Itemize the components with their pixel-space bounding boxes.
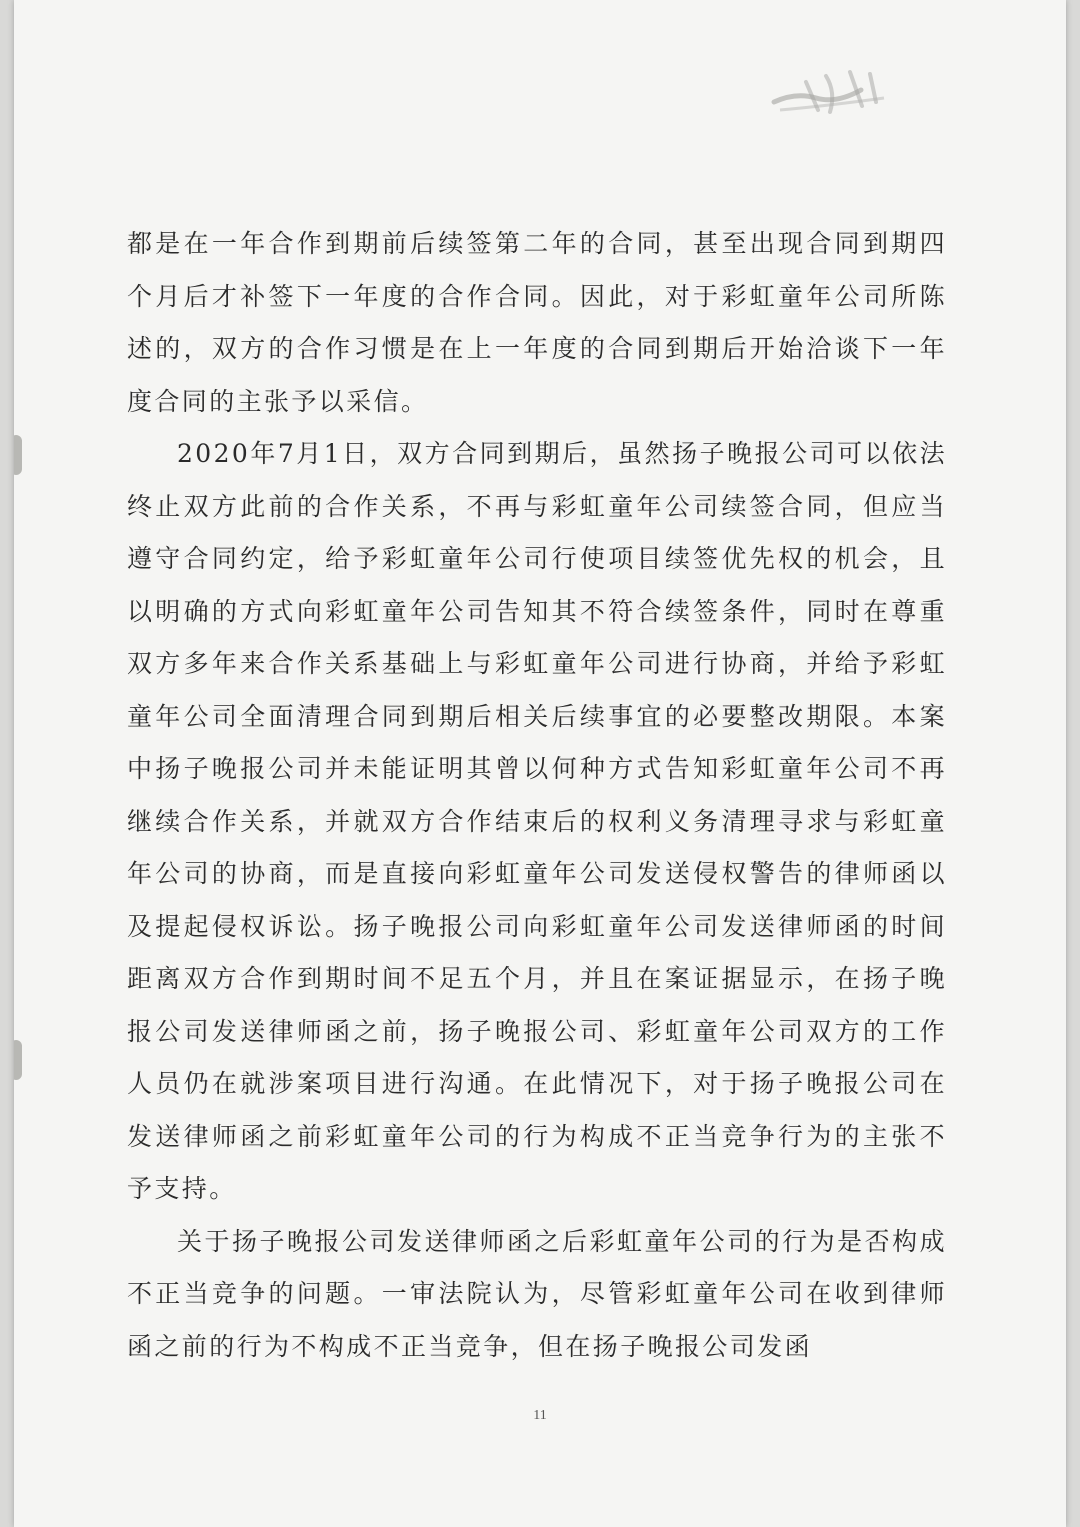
document-page — [14, 0, 1066, 1527]
binding-hole — [14, 435, 22, 475]
handwritten-mark-icon — [766, 62, 896, 122]
paragraph-after-lawyer-letter: 关于扬子晚报公司发送律师函之后彩虹童年公司的行为是否构成不正当竞争的问题。一审法院认为，尽管彩虹童年公司在收到律师函之前的行为不构成不正当竞争，但在扬子晚报公司发函 — [127, 1226, 947, 1361]
body-text — [127, 218, 947, 1373]
paragraph-contract-expiry: 2020年7月1日，双方合同到期后，虽然扬子晚报公司可以依法终止双方此前的合作关系，不再与彩虹童年公司续签合同，但应当遵守合同约定，给予彩虹童年公司行使项目续签优先权的机会，且以明确的方式向彩虹童年公司告知其不符合续签条件，同时在尊重双方多年来合作关系基础上与彩虹童年公司进行协商，并给予彩虹童年公司全面清理合同到期后相关后续事宜的必要整改期限。本案中扬子晚报公司并未能证明其曾以何种方式告知彩虹童年公司不再继续合作关系，并就双方合作结束后的权利义务清理寻求与彩虹童年公司的协商，而是直接向彩虹童年公司发送侵权警告的律师函以及提起侵权诉讼。扬子晚报公司向彩虹童年公司发送律师函的时间距离双方合作到期时间不足五个月，并且在案证据显示，在扬子晚报公司发送律师函之前，扬子晚报公司、彩虹童年公司双方的工作人员仍在就涉案项目进行沟通。在此情况下，对于扬子晚报公司在发送律师函之前彩虹童年公司的行为构成不正当竞争行为的主张不予支持。 — [127, 439, 947, 1203]
page-number: 11 — [533, 1408, 547, 1423]
paragraph-continuation: 都是在一年合作到期前后续签第二年的合同，甚至出现合同到期四个月后才补签下一年度的合作合同。因此，对于彩虹童年公司所陈述的，双方的合作习惯是在上一年度的合同到期后开始洽谈下一年度合同的主张予以采信。 — [127, 229, 947, 416]
binding-hole — [14, 1040, 22, 1080]
